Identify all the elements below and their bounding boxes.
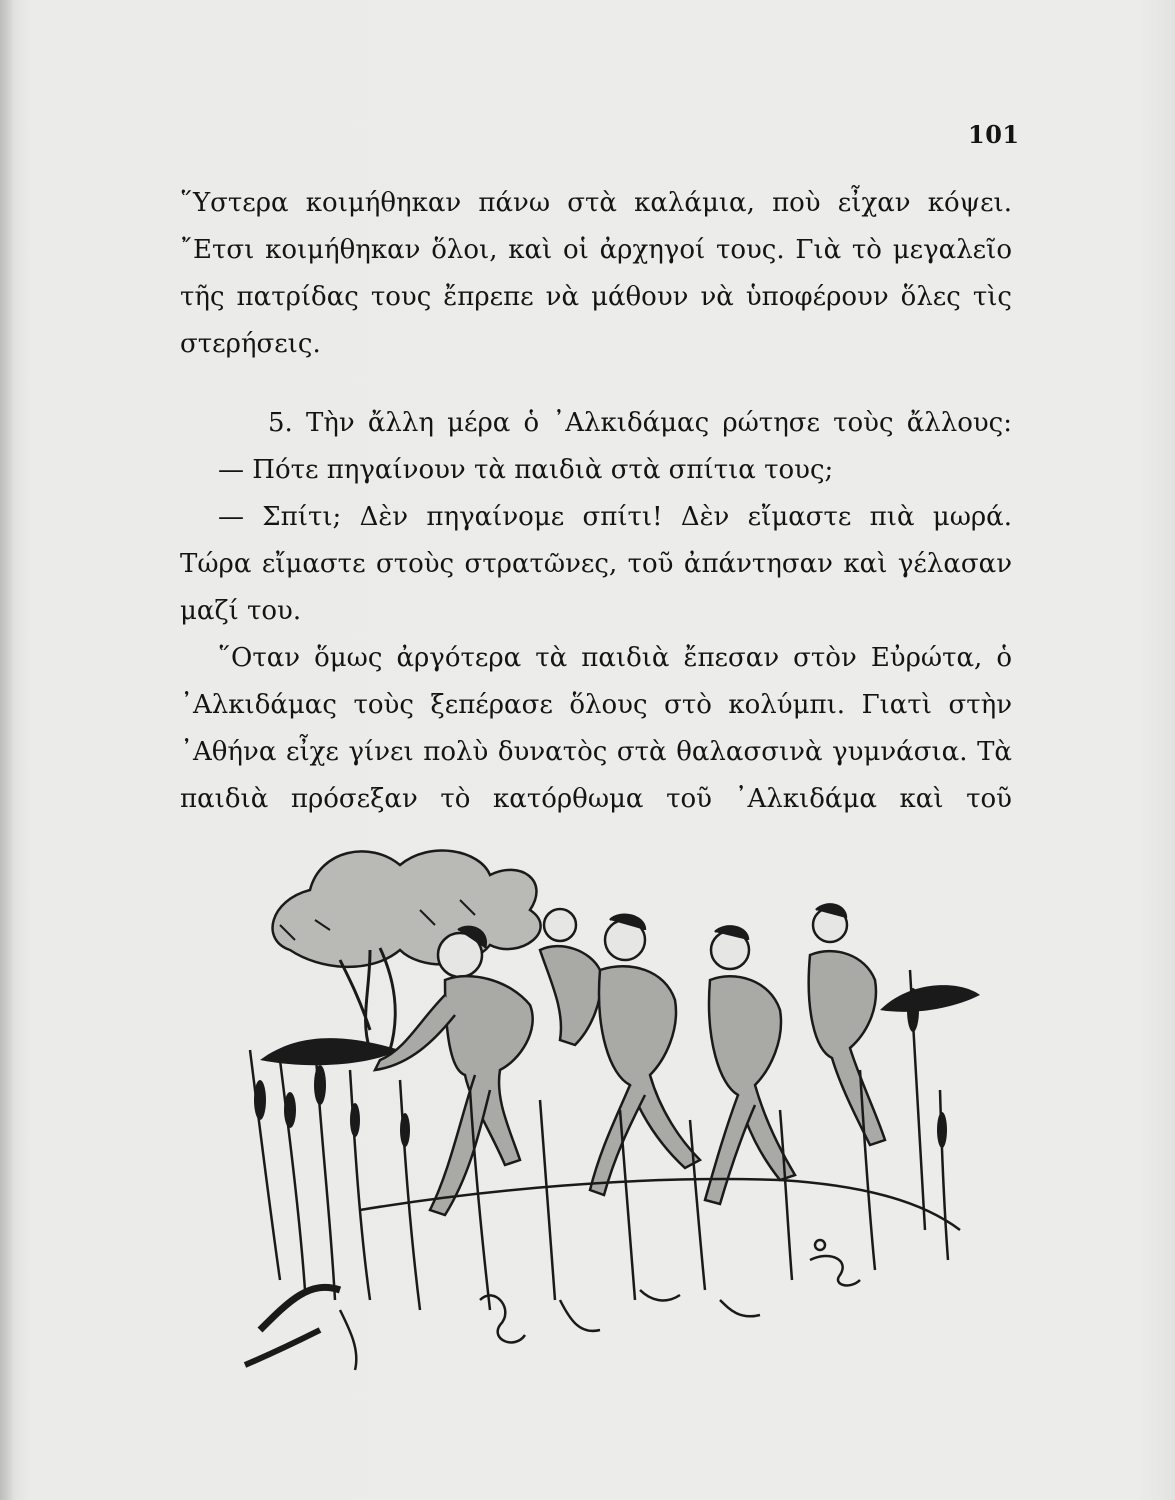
water	[245, 1179, 960, 1370]
text-line: ᾿Αθήνα εἶχε γίνει πολὺ δυνατὸς στὰ θαλασσινὰ γυμνάσια. Τὰ	[180, 737, 1012, 767]
text-line: ᾿Αλκιδάμας τοὺς ξεπέρασε ὅλους στὸ κολύμπι. Γιατὶ στὴν	[180, 690, 1012, 720]
dialogue-line: — Πότε πηγαίνουν τὰ παιδιὰ στὰ σπίτια τους;	[218, 455, 834, 485]
body-text	[180, 180, 1012, 823]
text-line: τῆς πατρίδας τους ἔπρεπε νὰ μάθουν νὰ ὑποφέρουν ὅλες τὶς	[180, 282, 1012, 312]
bushes-right	[880, 985, 980, 1012]
text-line: παιδιὰ πρόσεξαν τὸ κατόρθωμα τοῦ ᾿Αλκιδάμα καὶ τοῦ	[180, 784, 1012, 814]
runners	[375, 904, 885, 1215]
text-line: ῎Ετσι κοιμήθηκαν ὅλοι, καὶ οἱ ἀρχηγοί τους. Γιὰ τὸ μεγαλεῖο	[180, 235, 1012, 265]
text-line: ῞Υστερα κοιμήθηκαν πάνω στὰ καλάμια, ποὺ εἶχαν κόψει.	[180, 188, 1012, 218]
text-line: στερήσεις.	[180, 329, 321, 359]
boys-running-through-reeds-illustration	[220, 830, 990, 1380]
text-line: Τώρα εἴμαστε στοὺς στρατῶνες, τοῦ ἀπάντησαν καὶ γέλασαν	[180, 549, 1012, 579]
dialogue-line: — Σπίτι; Δὲν πηγαίνομε σπίτι! Δὲν εἴμαστε πιὰ μωρά.	[218, 502, 1012, 532]
text-line: μαζί του.	[180, 596, 302, 626]
text-line: ῞Οταν ὅμως ἀργότερα τὰ παιδιὰ ἔπεσαν στὸν Εὐρώτα, ὁ	[218, 643, 1012, 673]
paragraph-gap	[180, 368, 1012, 400]
page-number: 101	[968, 120, 1020, 149]
page-binding-shadow	[0, 0, 14, 1500]
text-line: 5. Τὴν ἄλλη μέρα ὁ ᾿Αλκιδάμας ρώτησε τοὺς ἄλλους:	[268, 408, 1012, 438]
illustration-drawing	[220, 830, 990, 1380]
